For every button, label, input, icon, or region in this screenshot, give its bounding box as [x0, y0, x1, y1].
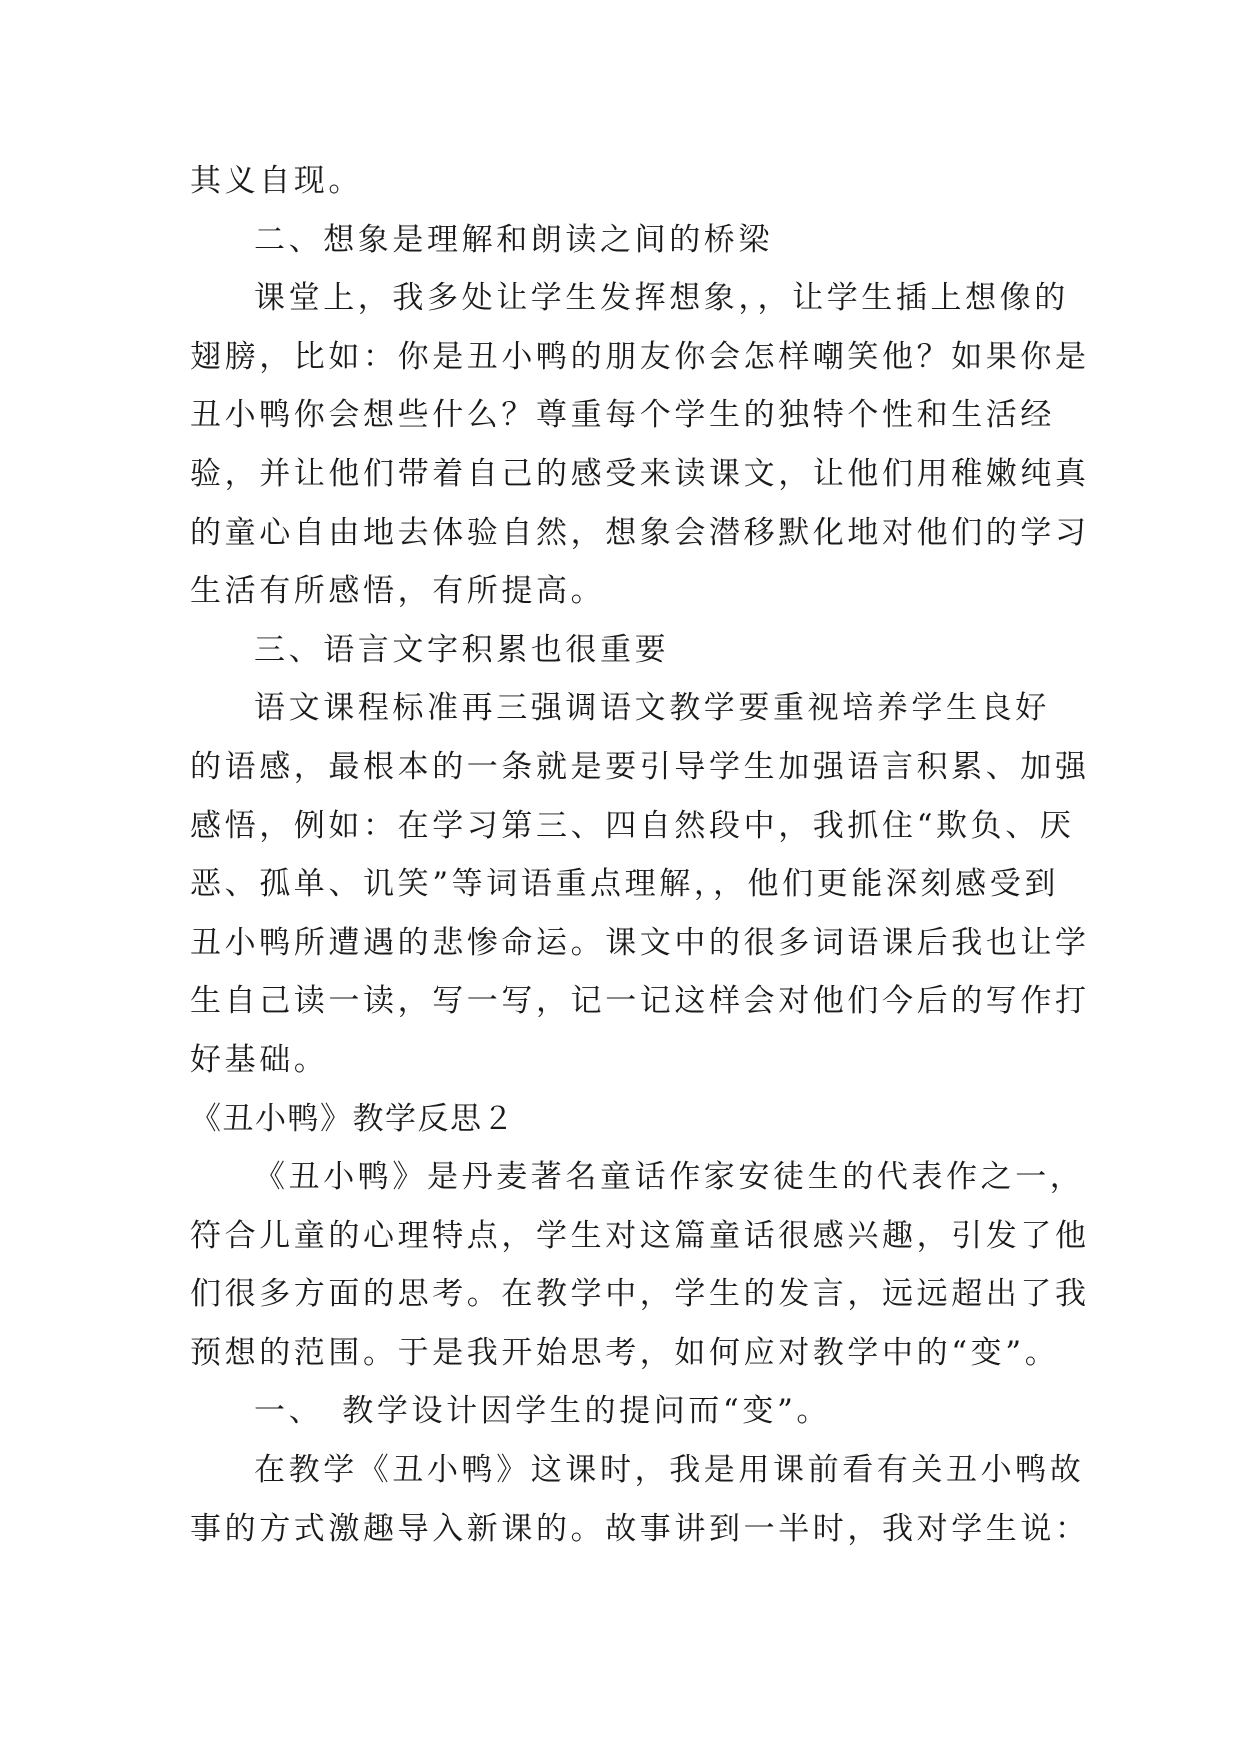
- paragraph-line: 符合儿童的心理特点，学生对这篇童话很感兴趣，引发了他: [190, 1217, 1090, 1254]
- paragraph-line: 验，并让他们带着自己的感受来读课文，让他们用稚嫩纯真: [190, 455, 1090, 492]
- paragraph-line: 课堂上，我多处让学生发挥想象，，让学生插上想像的: [254, 280, 1069, 317]
- document-title: 《丑小鸭》教学反思２: [190, 1100, 515, 1137]
- section-heading-1: 一、 教学设计因学生的提问而“变”。: [254, 1393, 831, 1430]
- section-heading-2: 二、想象是理解和朗读之间的桥梁: [254, 221, 773, 258]
- paragraph-line: 生自己读一读，写一写，记一记这样会对他们今后的写作打: [190, 983, 1090, 1020]
- paragraph-continuation: 其义自现。: [190, 163, 363, 199]
- paragraph-line: 丑小鸭你会想些什么？尊重每个学生的独特个性和生活经: [190, 397, 1055, 434]
- paragraph-line: 语文课程标准再三强调语文教学要重视培养学生良好: [254, 690, 1050, 727]
- paragraph-line: 好基础。: [190, 1041, 329, 1078]
- paragraph-line: 丑小鸭所遭遇的悲惨命运。课文中的很多词语课后我也让学: [190, 924, 1090, 961]
- document-page: [190, 152, 1090, 1558]
- paragraph-line: 预想的范围。于是我开始思考，如何应对教学中的“变”。: [190, 1334, 1060, 1371]
- paragraph-line: 翅膀，比如：你是丑小鸭的朋友你会怎样嘲笑他？如果你是: [190, 338, 1090, 375]
- section-heading-3: 三、语言文字积累也很重要: [254, 631, 670, 668]
- paragraph-line: 的童心自由地去体验自然，想象会潜移默化地对他们的学习: [190, 514, 1090, 551]
- paragraph-line: 事的方式激趣导入新课的。故事讲到一半时，我对学生说：: [190, 1510, 1090, 1547]
- paragraph-line: 的语感，最根本的一条就是要引导学生加强语言积累、加强: [190, 748, 1090, 785]
- paragraph-line: 在教学《丑小鸭》这课时，我是用课前看有关丑小鸭故: [254, 1452, 1085, 1489]
- paragraph-line: 恶、孤单、讥笑”等词语重点理解，，他们更能深刻感受到: [190, 866, 1059, 903]
- paragraph-line: 生活有所感悟，有所提高。: [190, 573, 606, 610]
- paragraph-line: 们很多方面的思考。在教学中，学生的发言，远远超出了我: [190, 1276, 1090, 1313]
- paragraph-line: 《丑小鸭》是丹麦著名童话作家安徒生的代表作之一，: [254, 1159, 1085, 1196]
- paragraph-line: 感悟，例如：在学习第三、四自然段中，我抓住“欺负、厌: [190, 807, 1075, 844]
